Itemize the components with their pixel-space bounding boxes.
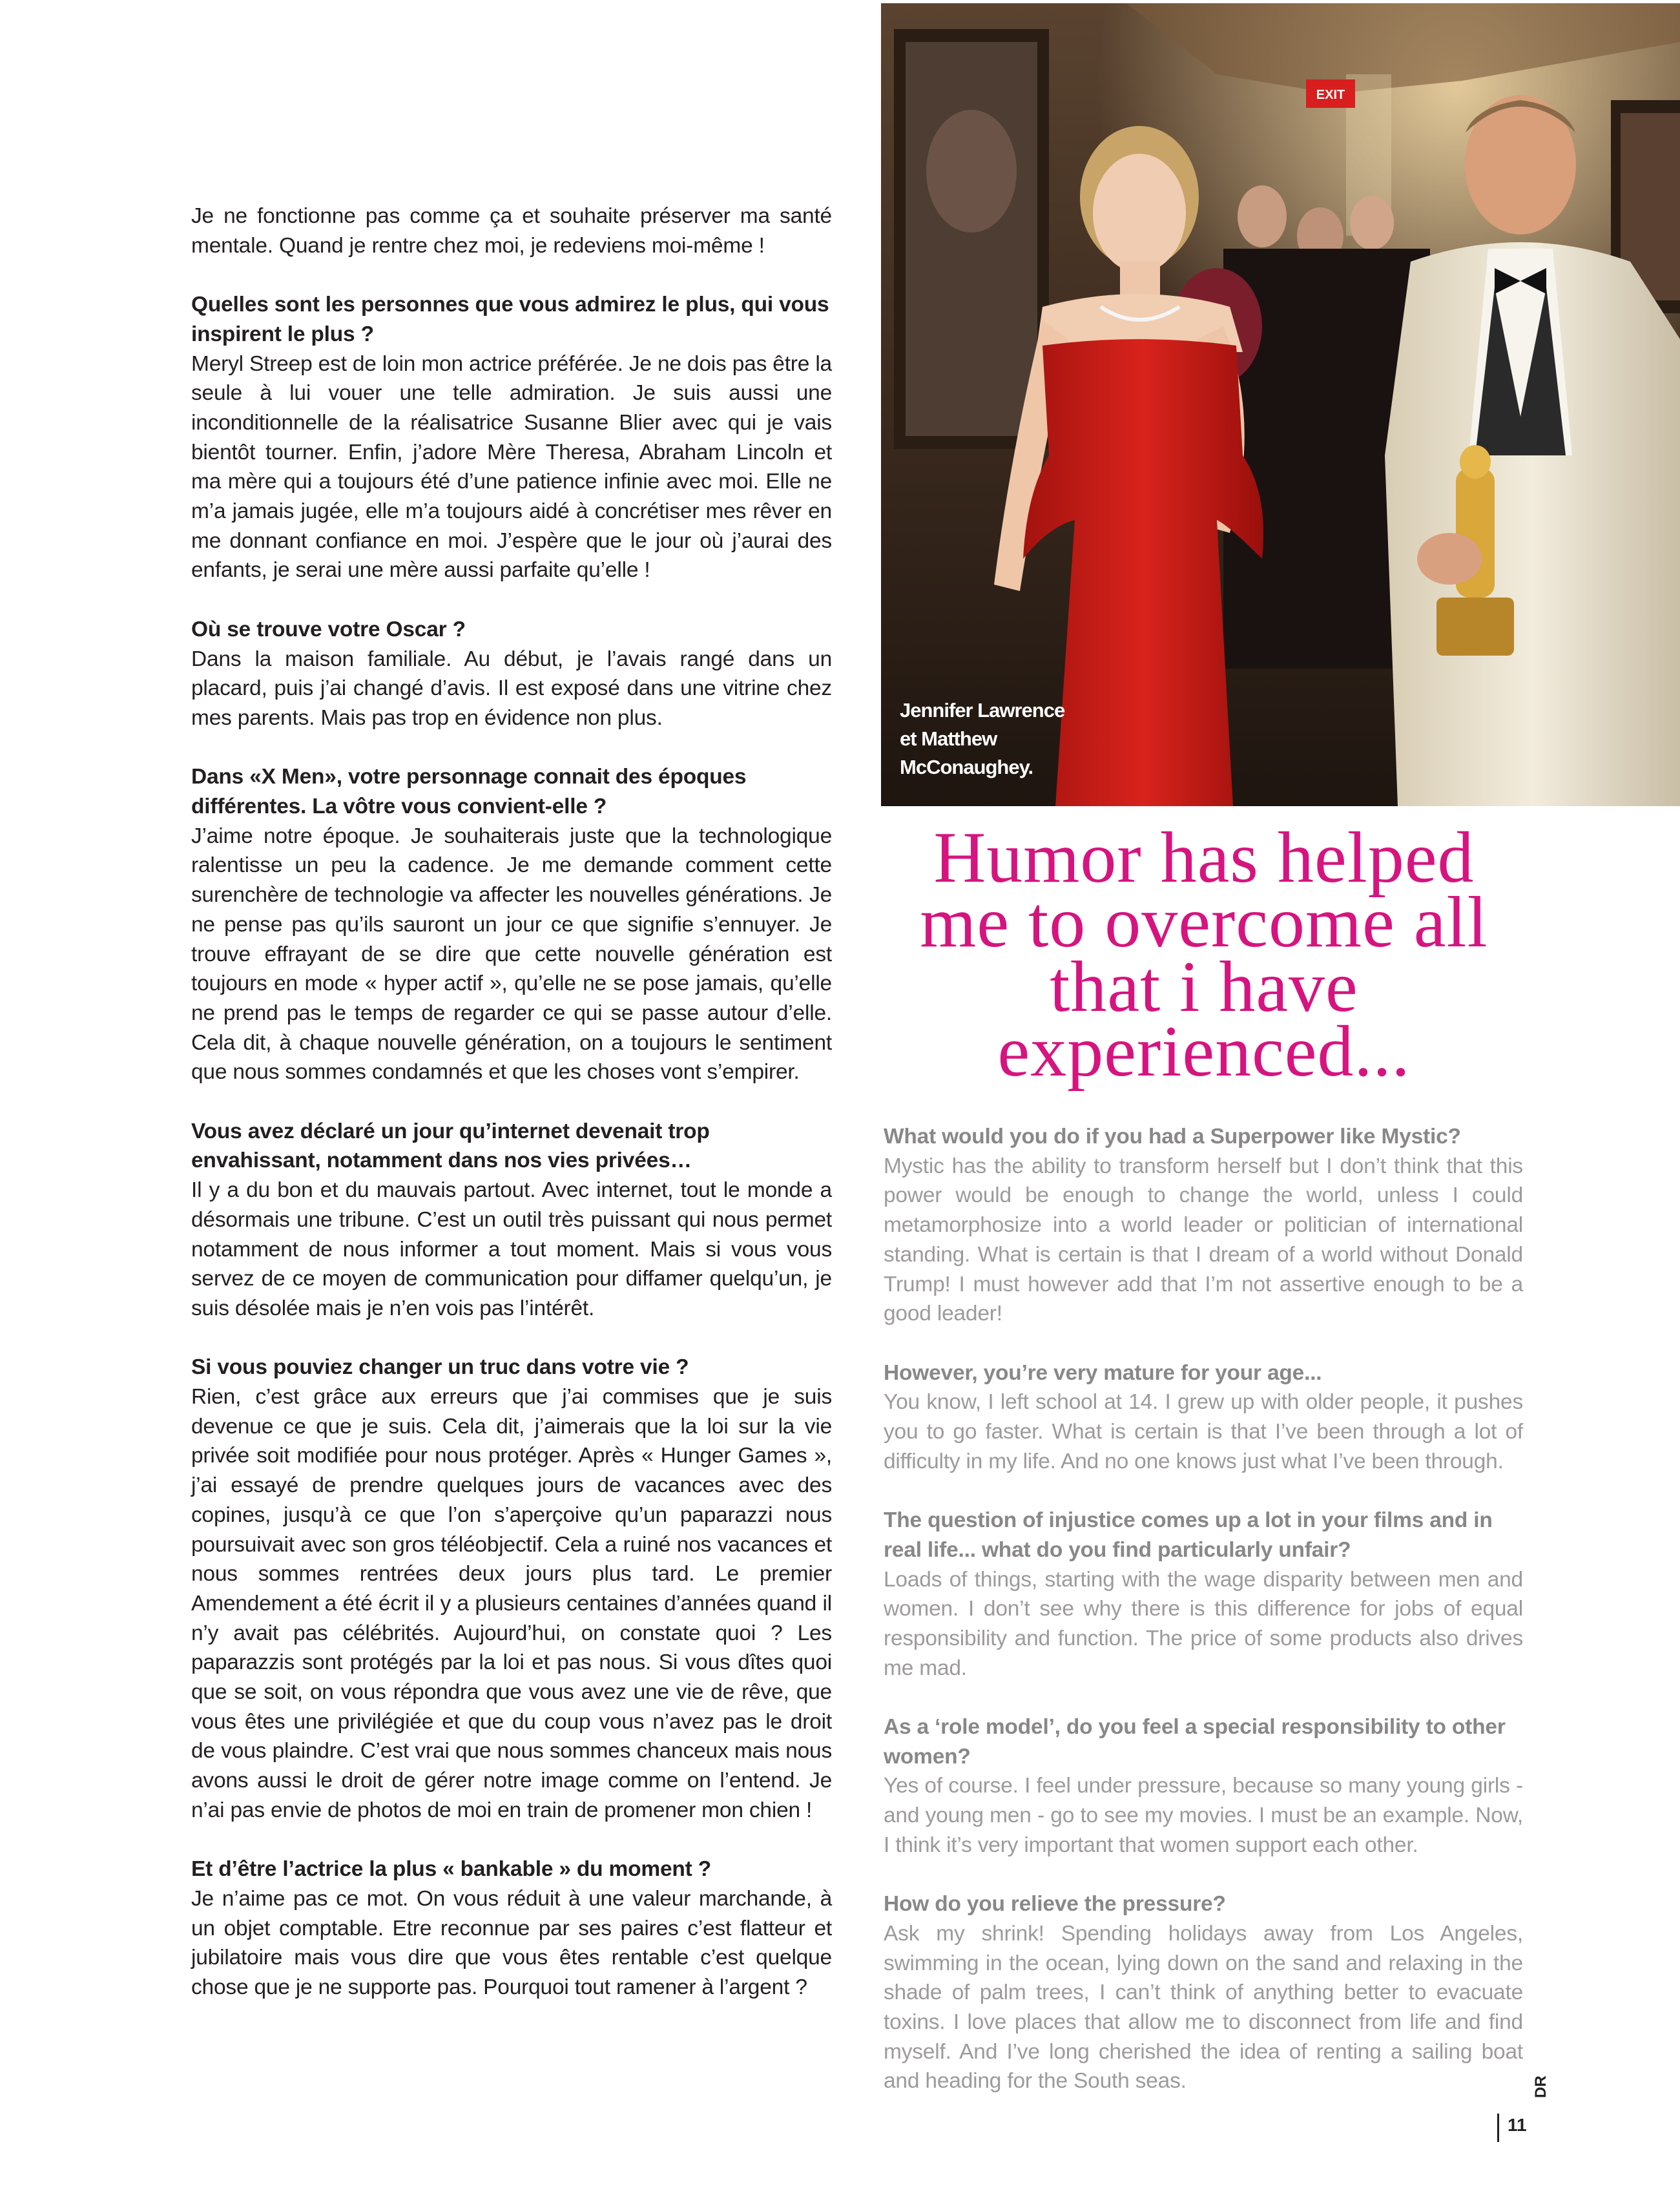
answer-text: Mystic has the ability to transform herself but I don’t think that this power would be enough to change the world, unless I could metamorphosize into a world leader or politician of international standing. What is certain is that I dream of a world without Donald Trump! I must however add that I’m not assertive enough to be a good leader! <box>884 1154 1523 1326</box>
answer-text: Je n’aime pas ce mot. On vous réduit à une valeur marchande, à un objet comptable. Etre reconnue par ses paires c’est flatteur et jubilatoire mais vous dire que vous êtes rentable c’est quelque chose que je ne supporte pas. Pourquoi tout ramener à l’argent ? <box>191 1886 832 2000</box>
question-text: The question of injustice comes up a lot in your films and in real life... what do you find particularly unfair? <box>884 1508 1493 1562</box>
qa-block <box>191 290 832 585</box>
qa-block <box>884 1358 1523 1477</box>
question-text: How do you relieve the pressure? <box>884 1892 1226 1917</box>
answer-text: Ask my shrink! Spending holidays away from Los Angeles, swimming in the ocean, lying down on the sand and relaxing in the shade of palm trees, I can’t think of anything better to evacuate toxins. I love places that allow me to disconnect from life and find myself. And I’ve long cherished the idea of renting a sailing boat and heading for the South seas. <box>884 1921 1523 2094</box>
question-text: Dans «X Men», votre personnage connait des époques différentes. La vôtre vous convient-elle ? <box>191 765 747 819</box>
french-interview-column <box>191 202 832 2032</box>
qa-block <box>884 1506 1523 1683</box>
qa-block <box>191 615 832 733</box>
qa-block <box>191 1855 832 2002</box>
qa-block <box>884 1122 1523 1329</box>
page-number: 11 <box>1508 2115 1527 2135</box>
answer-text: Rien, c’est grâce aux erreurs que j’ai commises que je suis devenue ce que je suis. Cela dit, j’aimerais que la loi sur la vie privée soit modifiée pour nous protéger. Après « Hunger Games », j’ai essayé de prendre quelques jours de vacances avec des copines, jusqu’à ce que l’on s’aperçoive qu’un paparazzi nous poursuivait avec son gros téléobjectif. Cela a ruiné nos vacances et nous sommes rentrées deux jours plus tard. Le premier Amendement a été écrit il y a plusieurs centaines d’années quand il n’y avait pas célébrités. Aujourd’hui, on constate quoi ? Les paparazzis sont protégés par la loi et pas nous. Si vous dîtes quoi que se soit, on vous répondra que vous avez une vie de rêve, que vous êtes une privilégiée et que du coup vous n’avez pas le droit de vous plaindre. C’est vrai que nous sommes chanceux mais nous avons aussi le droit de gérer notre image comme on l’entend. Je n’ai pas envie de photos de moi en train de promener mon chien ! <box>191 1385 832 1822</box>
question-text: Si vous pouviez changer un truc dans votre vie ? <box>191 1355 689 1380</box>
pull-quote: Humor has helped me to overcome all that i have experienced... <box>920 818 1488 1092</box>
question-text: What would you do if you had a Superpower like Mystic? <box>884 1125 1461 1149</box>
photo-caption: Jennifer Lawrence et Matthew McConaughey. <box>900 699 1065 778</box>
intro-paragraph <box>191 202 832 260</box>
qa-block <box>191 762 832 1087</box>
qa-block <box>191 1353 832 1825</box>
question-text: Et d’être l’actrice la plus « bankable » du moment ? <box>191 1857 712 1882</box>
exit-sign-text: EXIT <box>1316 88 1345 102</box>
qa-block <box>884 1889 1523 2096</box>
question-text: As a ‘role model’, do you feel a special responsibility to other women? <box>884 1715 1506 1769</box>
answer-text: Dans la maison familiale. Au début, je l’avais rangé dans un placard, puis j’ai changé d’avis. Il est exposé dans une vitrine chez mes parents. Mais pas trop en évidence non plus. <box>191 647 832 730</box>
answer-text: Meryl Streep est de loin mon actrice préférée. Je ne dois pas être la seule à lui vouer une telle admiration. Je suis aussi une inconditionnelle de la réalisatrice Susanne Blier avec qui je vais bientôt tourner. Enfin, j’adore Mère Theresa, Abraham Lincoln et ma mère qui a toujours été d’une patience infinie avec moi. Elle ne m’a jamais jugée, elle m’a toujours aidé à concrétiser mes rêver en me donnant confiance en moi. J’espère que le jour où j’aurai des enfants, je serai une mère aussi parfaite qu’elle ! <box>191 351 832 583</box>
answer-text: J’aime notre époque. Je souhaiterais juste que la technologique ralentisse un peu la cadence. Je me demande comment cette surenchère de technologie va affecter les nouvelles générations. Je ne pense pas qu’ils sauront un jour ce que signifie s’ennuyer. Je trouve effrayant de se dire que cette nouvelle génération est toujours en mode « hyper actif », qu’elle ne se pose jamais, qu’elle ne prend pas le temps de regarder ce qui se passe autour d’elle. Cela dit, à chaque nouvelle génération, on a toujours le sentiment que nous sommes condamnés et que les choses vont s’empirer. <box>191 824 832 1085</box>
qa-block <box>884 1712 1523 1860</box>
answer-text: Yes of course. I feel under pressure, because so many young girls - and young men - go to see my movies. I must be an example. Now, I think it’s very important that women support each other. <box>884 1774 1523 1857</box>
qa-block <box>191 1117 832 1324</box>
photo-illustration <box>881 3 1680 806</box>
answer-text: Il y a du bon et du mauvais partout. Avec internet, tout le monde a désormais une tribune. C’est un outil très puissant qui nous permet notamment de nous informer a tout moment. Mais si vous vous servez de ce moyen de communication pour diffamer quelqu’un, je suis désolée mais je n’en vois pas l’intérêt. <box>191 1178 832 1320</box>
english-interview-column <box>884 1122 1523 2126</box>
question-text: Quelles sont les personnes que vous admirez le plus, qui vous inspirent le plus ? <box>191 293 829 346</box>
question-text: Où se trouve votre Oscar ? <box>191 617 466 641</box>
celebrity-photo <box>881 3 1680 806</box>
photo-credit: DR <box>1532 2075 1550 2098</box>
question-text: However, you’re very mature for your age... <box>884 1360 1322 1385</box>
intro-text: Je ne fonctionne pas comme ça et souhaite préserver ma santé mentale. Quand je rentre chez moi, je redeviens moi-même ! <box>191 204 832 258</box>
folio-divider <box>1497 2114 1499 2142</box>
question-text: Vous avez déclaré un jour qu’internet devenait trop envahissant, notamment dans nos vies privées… <box>191 1119 710 1173</box>
answer-text: Loads of things, starting with the wage disparity between men and women. I don’t see why there is this difference for jobs of equal responsibility and function. The price of some products also drives me mad. <box>884 1567 1523 1680</box>
answer-text: You know, I left school at 14. I grew up with older people, it pushes you to go faster. What is certain is that I’ve been through a lot of difficulty in my life. And no one knows just what I’ve been through. <box>884 1390 1523 1473</box>
